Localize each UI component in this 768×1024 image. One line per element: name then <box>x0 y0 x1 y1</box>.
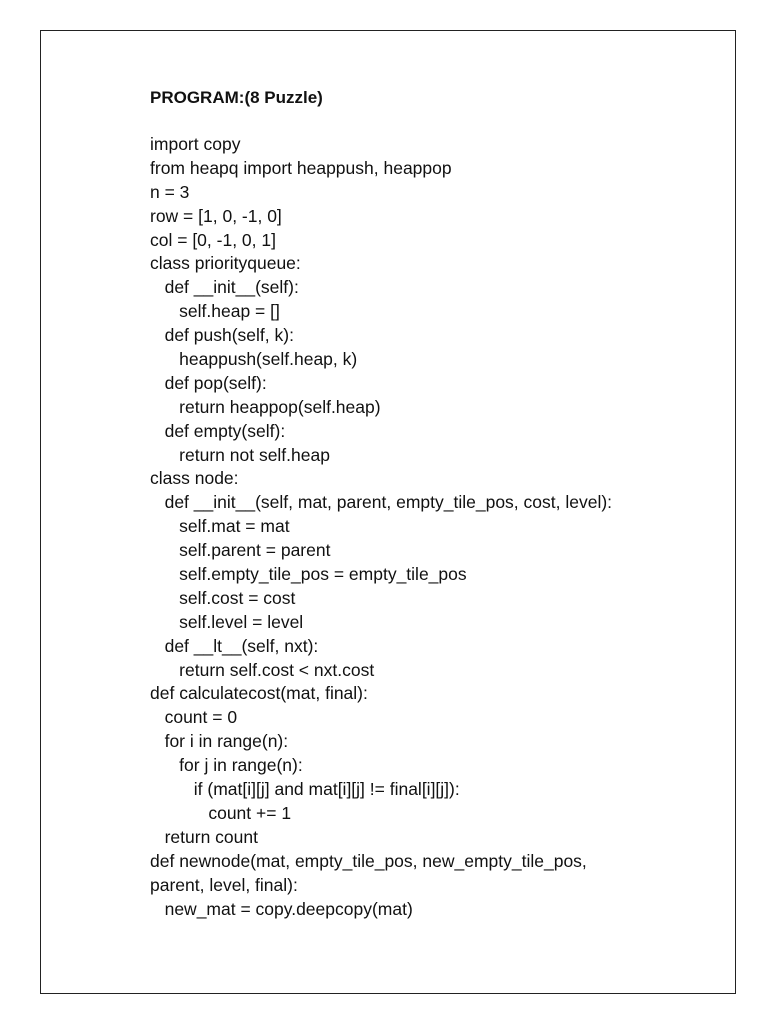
code-line: count += 1 <box>150 802 292 823</box>
program-title: PROGRAM:(8 Puzzle) <box>150 88 323 107</box>
code-line: self.parent = parent <box>150 540 331 561</box>
code-line: class priorityqueue: <box>150 253 301 274</box>
code-line: heappush(self.heap, k) <box>150 349 358 370</box>
code-line: self.heap = [] <box>150 301 280 322</box>
code-line: def calculatecost(mat, final): <box>150 683 368 704</box>
code-line: count = 0 <box>150 707 238 728</box>
code-line: new_mat = copy.deepcopy(mat) <box>150 898 413 919</box>
code-line: return count <box>150 826 258 847</box>
code-line: def __init__(self, mat, parent, empty_tile_pos, cost, level): <box>150 492 613 513</box>
code-line: def __lt__(self, nxt): <box>150 635 319 656</box>
code-line: def push(self, k): <box>150 325 294 346</box>
code-line: def empty(self): <box>150 420 286 441</box>
code-line: parent, level, final): <box>150 874 298 895</box>
code-line: return not self.heap <box>150 444 330 465</box>
code-line: def __init__(self): <box>150 277 299 298</box>
code-line: for j in range(n): <box>150 755 303 776</box>
code-line: row = [1, 0, -1, 0] <box>150 205 282 226</box>
code-block <box>150 133 612 921</box>
code-line: for i in range(n): <box>150 731 289 752</box>
code-line: return heappop(self.heap) <box>150 396 381 417</box>
code-line: from heapq import heappush, heappop <box>150 157 452 178</box>
code-line: col = [0, -1, 0, 1] <box>150 229 276 250</box>
code-line: class node: <box>150 468 239 489</box>
code-line: if (mat[i][j] and mat[i][j] != final[i][j]): <box>150 779 460 800</box>
code-line: self.mat = mat <box>150 516 290 537</box>
code-line: def pop(self): <box>150 372 267 393</box>
code-line: return self.cost < nxt.cost <box>150 659 375 680</box>
code-line: self.cost = cost <box>150 587 296 608</box>
code-line: self.level = level <box>150 611 304 632</box>
code-line: n = 3 <box>150 181 190 202</box>
code-line: import copy <box>150 134 241 154</box>
code-line: self.empty_tile_pos = empty_tile_pos <box>150 564 467 585</box>
code-line: def newnode(mat, empty_tile_pos, new_empty_tile_pos, <box>150 850 587 871</box>
